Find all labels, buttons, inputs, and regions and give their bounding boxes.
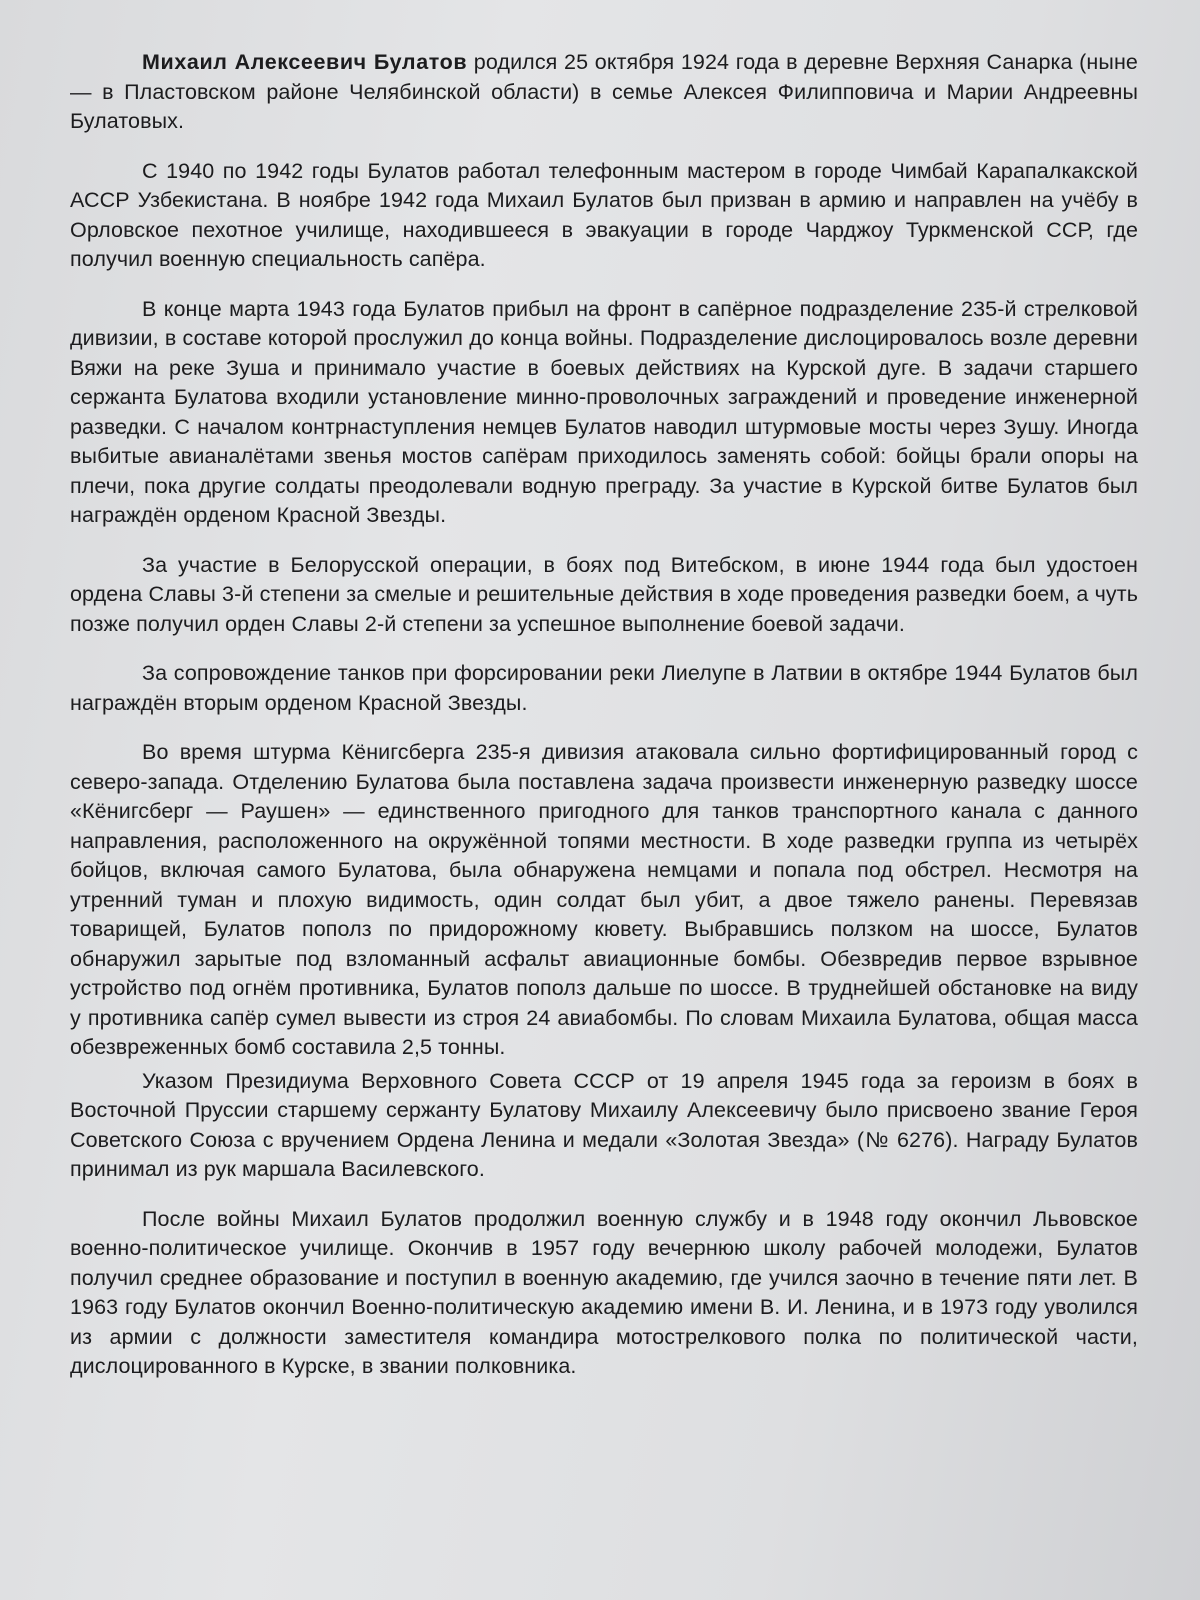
paragraph-postwar: После войны Михаил Булатов продолжил военную службу и в 1948 году окончил Львовское военно-политическое училище. Окончив в 1957 году вечернюю школу рабочей молодежи, Булатов получил среднее образование и поступил в военную академию, где учился заочно в течение пяти лет. В 1963 году Булатов окончил Военно-политическую академию имени В. И. Ленина, и в 1973 году уволился из армии с должности заместителя командира мотострелкового полка по политической части, дислоцированного в Курске, в звании полковника. (70, 1206, 1138, 1378)
paragraph-latvia: За сопровождение танков при форсировании реки Лиелупе в Латвии в октябре 1944 Булатов был награждён вторым орденом Красной Звезды. (70, 661, 1138, 715)
paragraph-belarus: За участие в Белорусской операции, в боях под Витебском, в июне 1944 года был удостоен ордена Славы 3-й степени за смелые и решительные действия в ходе проведения разведки боем, а чуть позже получил орден Славы 2-й степени за успешное выполнение боевой задачи. (70, 552, 1138, 636)
paragraph-prewar: С 1940 по 1942 годы Булатов работал телефонным мастером в городе Чимбай Карапалкакской АССР Узбекистана. В ноябре 1942 года Михаил Булатов был призван в армию и направлен на учёбу в Орловское пехотное училище, находившееся в эвакуации в городе Чарджоу Туркменской ССР, где получил военную специальность сапёра. (70, 158, 1138, 271)
paragraph-hero-award: Указом Президиума Верховного Совета СССР от 19 апреля 1945 года за героизм в боях в Восточной Пруссии старшему сержанту Булатову Михаилу Алексеевичу было присвоено звание Героя Советского Союза с вручением Ордена Ленина и медали «Золотая Звезда» (№ 6276). Награду Булатов принимал из рук маршала Василевского. (70, 1068, 1138, 1181)
intro-text: родился 25 октября 1924 года в деревне Верхняя Санарка (ныне — в Пластовском районе Челябинской области) в семье Алексея Филипповича и Марии Андреевны Булатовых. (70, 50, 1138, 133)
paragraph-kursk: В конце марта 1943 года Булатов прибыл на фронт в сапёрное подразделение 235-й стрелковой дивизии, в составе которой прослужил до конца войны. Подразделение дислоцировалось возле деревни Вяжи на реке Зуша и принимало участие в боевых действиях на Курской дуге. В задачи старшего сержанта Булатова входили установление минно-проволочных заграждений и проведение инженерной разведки. С началом контрнаступления немцев Булатов наводил штурмовые мосты через Зушу. Иногда выбитые авианалётами звенья мостов сапёрам приходилось заменять собой: бойцы брали опоры на плечи, пока другие солдаты преодолевали водную преграду. За участие в Курской битве Булатов был награждён орденом Красной Звезды. (70, 296, 1138, 527)
person-name: Михаил Алексеевич Булатов (142, 50, 468, 74)
paragraph-konigsberg: Во время штурма Кёнигсберга 235-я дивизия атаковала сильно фортифицированный город с северо-запада. Отделению Булатова была поставлена задача произвести инженерную разведку шоссе «Кёнигсберг — Раушен» — единственного пригодного для танков транспортного канала с данного направления, расположенного на окружённой топями местности. В ходе разведки группа из четырёх бойцов, включая самого Булатова, была обнаружена немцами и попала под обстрел. Несмотря на утренний туман и плохую видимость, один солдат был убит, а двое тяжело ранены. Перевязав товарищей, Булатов пополз по придорожному кювету. Выбравшись ползком на шоссе, Булатов обнаружил зарытые под взломанный асфальт авиационные бомбы. Обезвредив первое взрывное устройство под огнём противника, Булатов пополз дальше по шоссе. В труднейшей обстановке на виду у противника сапёр сумел вывести из строя 24 авиабомбы. По словам Михаила Булатова, общая масса обезвреженных бомб составила 2,5 тонны. (70, 740, 1138, 1059)
paragraph-intro (70, 48, 1138, 137)
